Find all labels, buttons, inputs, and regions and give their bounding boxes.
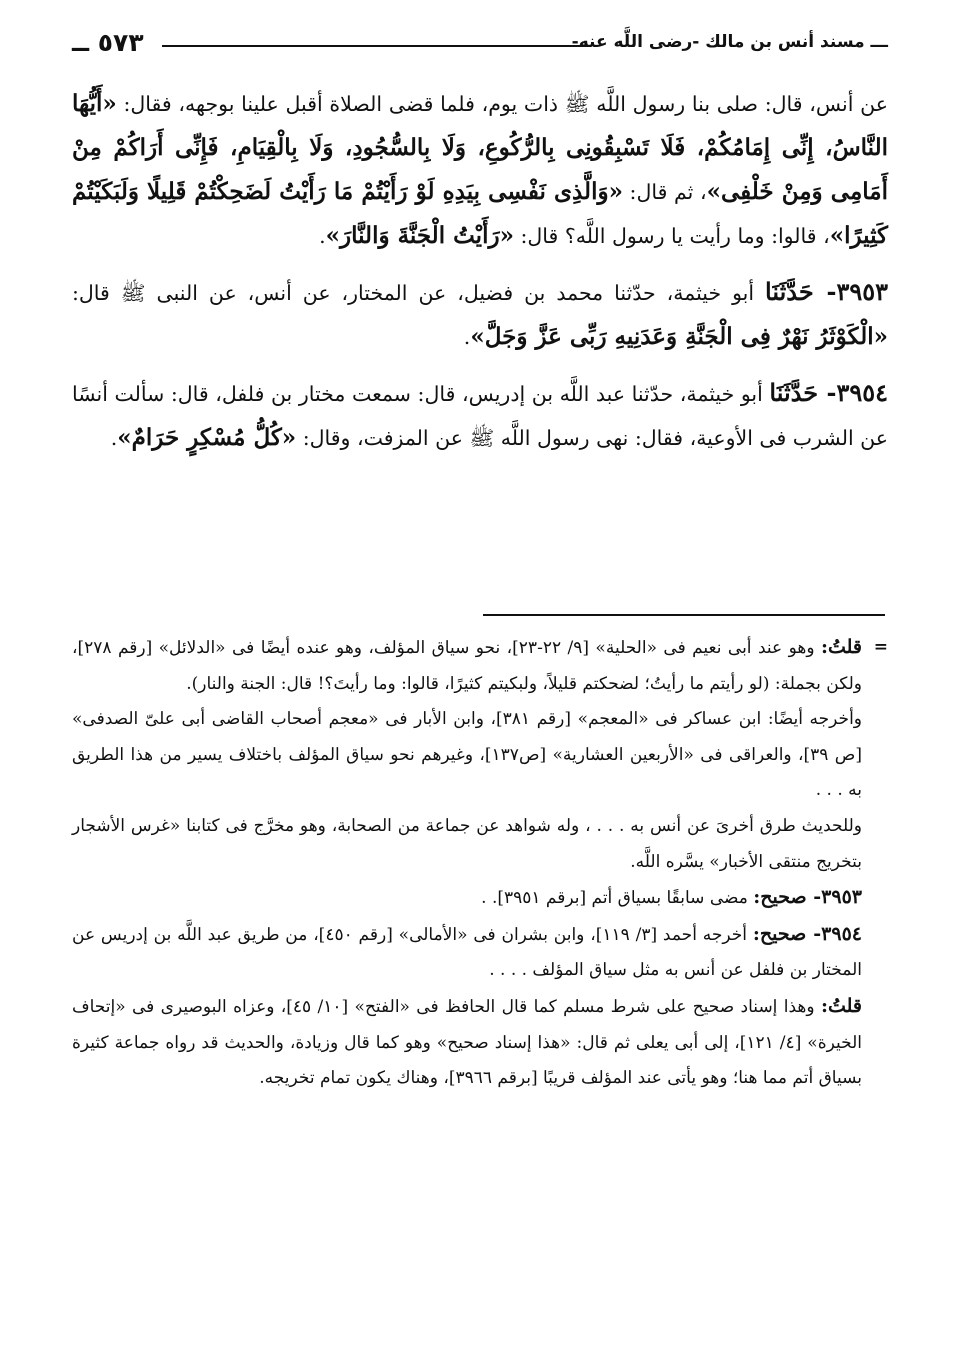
hadith-isnad: أبو خيثمة، حدّثنا محمد بن فضيل، عن المختار، عن أنس، عن النبى ﷺ قال: [72,281,766,305]
footnote-note-1 [72,630,888,702]
footnote-note-2: وأخرجه أيضًا: ابن عساكر فى «المعجم» [رقم ٣٨١]، وابن الأبار فى «معجم أصحاب القاضى أبى علىّ الصدفى» [ص ٣٩]، والعراقى فى «الأربعين العشارية» [ص١٣٧]، وغيرهم نحو سياق المؤلف باختلاف يسير من هذا الطريق به . . . [72,709,862,801]
hadith-text: ، قالوا: وما رأيت يا رسول اللَّه؟ قال: [513,224,830,248]
main-text [72,82,888,460]
page-header [72,30,888,60]
footnotes [72,630,888,1097]
hadith-3954 [72,371,888,460]
hadith-3953 [72,270,888,359]
note-lead: ٣٩٥٣- صحيح: [753,886,862,909]
note-text: مضى سابقًا بسياق أتم [برقم ٣٩٥١]. . [481,888,754,909]
hadith-3952-continuation [72,82,888,258]
prophetic-quote: «الْكَوْثَرُ نَهْرٌ فِى الْجَنَّةِ وَعَدَنِيهِ رَبِّى عَزَّ وَجَلَّ» [470,323,888,350]
hadith-text: . [463,325,471,349]
footnote-3954 [72,917,888,989]
note-text: وهذا إسناد صحيح على شرط مسلم كما قال الحافظ فى «الفتح» [١٠/ ٤٥]، وعزاه البوصيرى فى «إتحاف الخيرة» [٤/ ١٢١]، إلى أبى يعلى ثم قال: «هذا إسناد صحيح» وهو كما قال وزيادة، والحديث قد رواه جماعة كثيرة بسياق أتم مما هنا؛ وهو يأتى عند المؤلف قريبًا [برقم ٣٩٦٦]، وهناك يكون تمام تخريجه. [72,996,862,1089]
note-lead: ٣٩٥٤- صحيح: [752,922,862,945]
hadith-text: ، ثم قال: [622,180,707,204]
footnote-note-3: وللحديث طرق أخرىَ عن أنس به . . . ، وله شواهد عن جماعة من الصحابة، وهو مخرَّج فى كتابنا «غرس الأشجار بتخريج منتقى الأخبار» يسَّره اللَّه. [72,815,862,872]
prophetic-quote: «رَأَيْتُ الْجَنَّةَ وَالنَّارَ» [325,222,514,249]
hadith-text: . [110,426,118,450]
prophetic-quote: «أَيُّهَا النَّاسُ، إِنِّى إِمَامُكُمْ، فَلَا تَسْبِقُونِى بِالرُّكُوعِ، وَلَا بِالسُّجُودِ، وَلَا بِالْقِيَامِ، فَإِنِّى أَرَاكُمْ مِنْ أَمَامِى وَمِنْ خَلْفِى» [72,90,888,205]
footnote-final [72,989,888,1097]
hadith-text: . [319,224,326,248]
footnote-separator [483,614,885,616]
footnote-3953 [72,880,888,917]
note-lead: قلتُ: [820,636,862,658]
hadith-number: ٣٩٥٤- حَدَّثَنَا [769,378,889,407]
hadith-text: عن أنس، قال: صلى بنا رسول اللَّه ﷺ ذات يوم، فلما قضى الصلاة أقبل علينا بوجهه، فقال: [116,92,888,116]
prophetic-quote: «كُلُّ مُسْكِرٍ حَرَامٌ» [117,424,297,451]
note-lead: قلتُ: [820,994,862,1017]
note-text: وهو عند أبى نعيم فى «الحلية» [٩/ ٢٢-٢٣]، نحو سياق المؤلف، وهو عنده أيضًا فى «الدلائل» [رقم ٢٧٨]، ولكن بجملة: (لو رأيتم ما رأيتُ؛ لضحكتم قليلاً، ولبكيتم كثيرًا، قالوا: وما رأيتَ؟! قال: الجنة والنار). [72,638,862,694]
header-rule [162,45,588,47]
hadith-number: ٣٩٥٣- حَدَّثَنَا [765,277,888,306]
hadith-isnad: أبو خيثمة، حدّثنا عبد اللَّه بن إدريس، قال: سمعت مختار بن فلفل، قال: سألت أنسًا عن الشرب فى الأوعية، فقال: نهى رسول اللَّه ﷺ عن المزفت، وقال: [72,382,888,450]
prophetic-quote: «وَالَّذِى نَفْسِى بِيَدِهِ لَوْ رَأَيْتُمْ مَا رَأَيْتُ لَضَحِكْتُمْ قَلِيلًا وَلَبَكَيْتُمْ كَثِيرًا» [72,178,888,249]
running-title: ـــ مسند أنس بن مالك -رضى اللَّه عنه- [571,32,888,52]
page-number: ٥٧٣ ــ [72,28,144,57]
note-text: أخرجه أحمد [٣/ ١١٩]، وابن بشران فى «الأمالى» [رقم ٤٥٠]، من طريق عبد اللَّه بن إدريس عن المختار بن فلفل عن أنس به مثل سياق المؤلف . . . . [72,924,862,981]
